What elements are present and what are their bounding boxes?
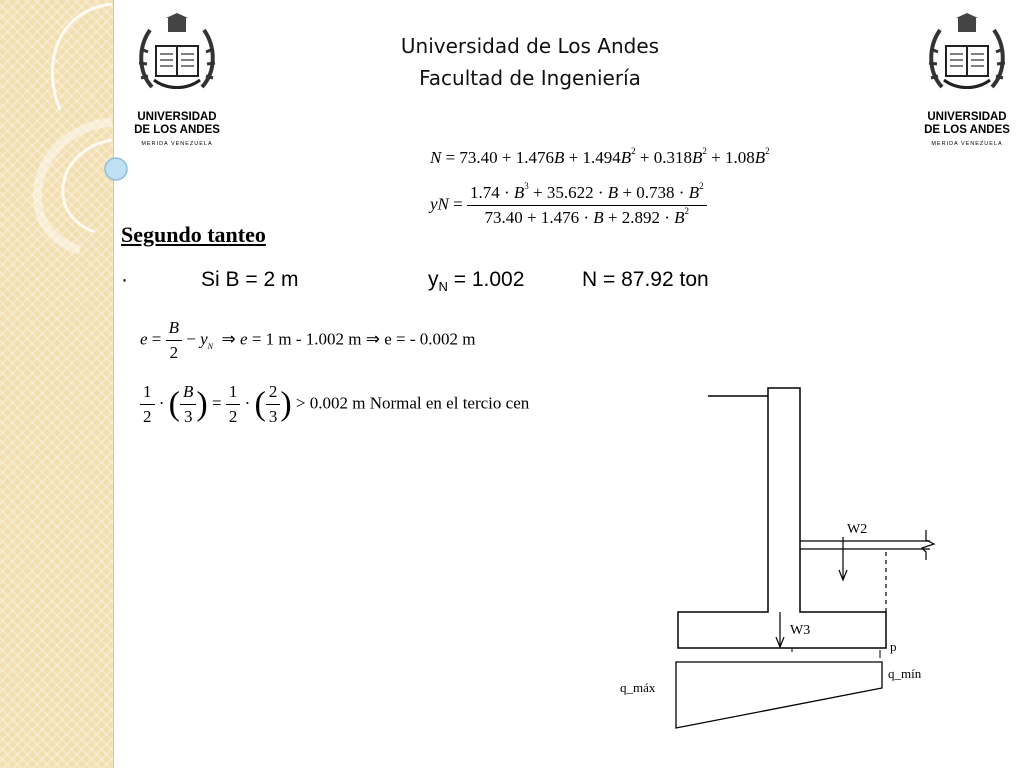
w2-label: W2	[847, 522, 868, 537]
svg-text:DE LOS ANDES: DE LOS ANDES	[134, 124, 220, 136]
bullet-dot: ·	[121, 268, 128, 291]
wall-outline	[678, 388, 886, 648]
svg-text:UNIVERSIDAD: UNIVERSIDAD	[927, 111, 1007, 123]
section-heading: Segundo tanteo	[121, 222, 266, 247]
svg-text:DE LOS ANDES: DE LOS ANDES	[924, 124, 1010, 136]
p-label: p	[890, 639, 897, 654]
yn-value: = 1.002	[453, 268, 525, 291]
ula-logo-left	[132, 12, 222, 150]
svg-text:MERIDA VENEZUELA: MERIDA VENEZUELA	[931, 141, 1003, 147]
equation-n: $N = 73.40 + 1.476B + 1.494B^2 + 0.318B^2 + 1.08B^2$	[430, 146, 770, 167]
equation-yn: yN = $\frac{1.74 \cdot B^3 + 35.622 \cdot B + 0.738 \cdot B^2}{73.40 + 1.476 \cdot B + 2.892 \cdot B^2}$	[430, 183, 707, 228]
q-max-label: q_máx	[620, 680, 656, 695]
q-min-label: q_mín	[888, 666, 922, 681]
yn-fraction: $\frac{1.74 \cdot B^3 + 35.622 \cdot B + 0.738 \cdot B^2}{73.40 + 1.476 \cdot B + 2.892 \cdot B^2}$	[467, 183, 707, 228]
university-name: Universidad de Los Andes	[400, 34, 660, 58]
page-header	[330, 30, 730, 94]
w3-label: W3	[790, 623, 811, 638]
yn-result: $y_N = 1.002$	[428, 268, 525, 295]
decorative-dot	[105, 158, 127, 180]
faculty-name: Facultad de Ingeniería	[419, 66, 641, 90]
retaining-wall-diagram	[600, 380, 1024, 768]
si-b-text: Si B = 2 m	[201, 268, 299, 291]
svg-text:UNIVERSIDAD: UNIVERSIDAD	[137, 111, 217, 123]
middle-third-check: $\frac{1}{2}$ · ( $\frac{B}{3}$ ) = $\frac{1}{2}$ · ( $\frac{2}{3}$ ) > 0.002 m Normal en el tercio cen	[140, 382, 600, 427]
break-mark	[922, 530, 934, 560]
pressure-diagram	[676, 662, 882, 728]
ula-logo-right	[922, 12, 1012, 150]
eccentricity-equation: e = $\frac{B}{2}$ − $y_N$ ⇒ e = 1 m - 1.002 m ⇒ e = - 0.002 m	[140, 318, 476, 362]
svg-text:MERIDA VENEZUELA: MERIDA VENEZUELA	[141, 141, 213, 147]
n-result: N = 87.92 ton	[582, 268, 709, 291]
